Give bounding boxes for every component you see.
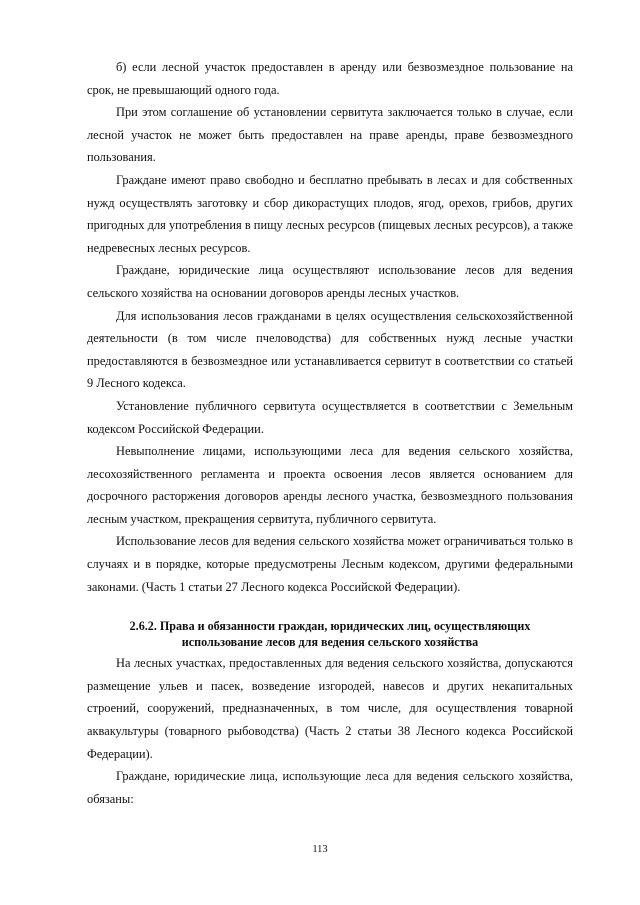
- page-number: 113: [312, 844, 328, 855]
- section-heading-line-1: 2.6.2. Права и обязанности граждан, юридических лиц, осуществляющих: [129, 619, 531, 634]
- page-body: [87, 56, 573, 810]
- paragraph-lease-basis: Граждане, юридические лица осуществляют использование лесов для ведения сельского хозяйства на основании договоров аренды лесных участков.: [87, 263, 573, 300]
- paragraph-permitted-structures: На лесных участках, предоставленных для ведения сельского хозяйства, допускаются размещение ульев и пасек, возведение изгородей, навесов и других некапитальных строений, сооружений, предназначенных, в том числе, для осуществления товарной аквакультуры (товарного рыбоводства) (Часть 2 статьи 38 Лесного кодекса Российской Федерации).: [87, 656, 573, 761]
- paragraph-non-compliance: Невыполнение лицами, использующими леса для ведения сельского хозяйства, лесохозяйственного регламента и проекта освоения лесов является основанием для досрочного расторжения договоров аренды лесного участка, безвозмездного пользования лесным участком, прекращения сервитута, публичного сервитута.: [87, 444, 573, 526]
- paragraph-restrictions: Использование лесов для ведения сельского хозяйства может ограничиваться только в случаях и в порядке, которые предусмотрены Лесным кодексом, другими федеральными законами. (Часть 1 статьи 27 Лесного кодекса Российской Федерации).: [87, 534, 573, 594]
- paragraph-agricultural-use: Для использования лесов гражданами в целях осуществления сельскохозяйственной деятельности (в том числе пчеловодства) для собственных нужд лесные участки предоставляются в безвозмездное или устанавливается сервитут в соответствии со статьей 9 Лесного кодекса.: [87, 308, 573, 391]
- paragraph-citizens-rights: Граждане имеют право свободно и бесплатно пребывать в лесах и для собственных нужд осуществлять заготовку и сбор дикорастущих плодов, ягод, орехов, грибов, других пригодных для употребления в пищу лесных ресурсов (пищевых лесных ресурсов), а также недревесных лесных ресурсов.: [87, 172, 573, 255]
- paragraph-obligations-intro: Граждане, юридические лица, использующие леса для ведения сельского хозяйства, обязаны:: [87, 769, 573, 806]
- section-heading: [87, 619, 573, 650]
- paragraph-servitude-agreement: При этом соглашение об установлении сервитута заключается только в случае, если лесной участок не может быть предоставлен на праве аренды, праве безвозмездного пользования.: [87, 105, 573, 165]
- paragraph-public-servitude: Установление публичного сервитута осуществляется в соответствии с Земельным кодексом Российской Федерации.: [87, 398, 573, 436]
- section-heading-line-2: использование лесов для ведения сельского хозяйства: [181, 634, 479, 649]
- paragraph-lease-term: б) если лесной участок предоставлен в аренду или безвозмездное пользование на срок, не превышающий одного года.: [87, 60, 573, 97]
